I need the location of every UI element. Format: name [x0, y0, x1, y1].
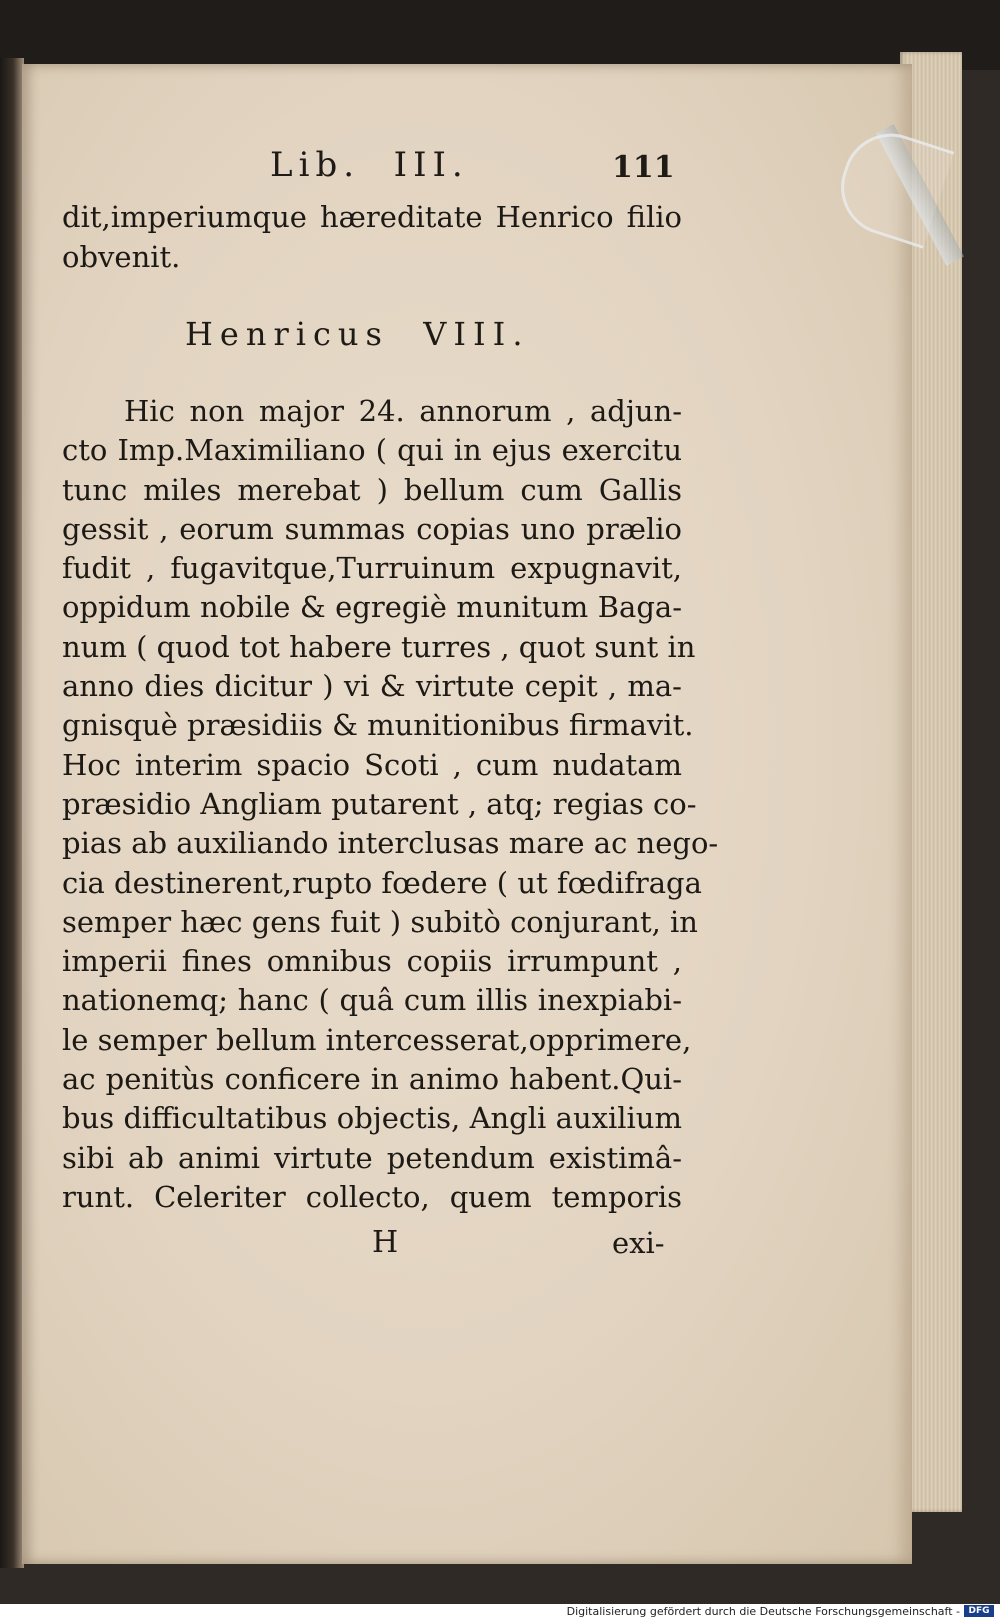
text-line: semper hæc gens fuit ) subitò conjurant, in — [62, 904, 698, 939]
text-line: fudit , fugavitque,Turruinum expugnavit, — [62, 551, 682, 586]
scan-background — [0, 0, 1000, 70]
text-line: Hoc interim spacio Scoti , cum nudatam — [62, 747, 682, 782]
text-line: obvenit. — [62, 239, 181, 274]
text-line: ac penitùs conficere in animo habent.Qui- — [62, 1062, 682, 1097]
dfg-logo: DFG — [964, 1605, 994, 1617]
text-line: oppidum nobile & egregiè munitum Baga- — [62, 590, 682, 625]
text-line: gessit , eorum summas copias uno prælio — [62, 511, 682, 546]
text-line: anno dies dicitur ) vi & virtute cepit , ma- — [62, 669, 682, 704]
catchword: exi- — [612, 1226, 665, 1260]
text-line: nationemq; hanc ( quâ cum illis inexpiabi- — [62, 983, 682, 1018]
text-line: tunc miles merebat ) bellum cum Gallis — [62, 472, 682, 507]
opening-text — [62, 198, 682, 277]
signature-mark: H — [372, 1225, 399, 1260]
page-number: 111 — [612, 150, 675, 185]
text-line: præsidio Angliam putarent , atq; regias co- — [62, 786, 697, 821]
main-paragraph — [62, 392, 719, 1217]
text-line: pias ab auxiliando interclusas mare ac nego- — [62, 826, 719, 861]
section-heading: Henricus VIII. — [185, 315, 530, 353]
text-line: Hic non major 24. annorum , adjun- — [124, 394, 682, 428]
text-line: sibi ab animi virtute petendum existimâ- — [62, 1140, 682, 1175]
text-line: imperii fines omnibus copiis irrumpunt , — [62, 944, 682, 979]
text-line: runt. Celeriter collecto, quem temporis — [62, 1179, 682, 1214]
text-line: cto Imp.Maximiliano ( qui in ejus exercitu — [62, 433, 682, 468]
running-title: Lib. III. — [270, 145, 469, 185]
text-line: le semper bellum intercesserat,opprimere, — [62, 1022, 692, 1057]
text-line: bus difficultatibus objectis, Angli auxilium — [62, 1101, 682, 1136]
footer-credit: Digitalisierung gefördert durch die Deutsche Forschungsgemeinschaft - — [566, 1605, 960, 1618]
text-line: cia destinerent,rupto fœdere ( ut fœdifraga — [62, 865, 702, 900]
left-page-edge — [0, 58, 24, 1568]
text-line: gnisquè præsidiis & munitionibus firmavit. — [62, 708, 694, 743]
text-line: num ( quod tot habere turres , quot sunt in — [62, 629, 696, 664]
text-line: dit,imperiumque hæreditate Henrico filio — [62, 200, 682, 234]
